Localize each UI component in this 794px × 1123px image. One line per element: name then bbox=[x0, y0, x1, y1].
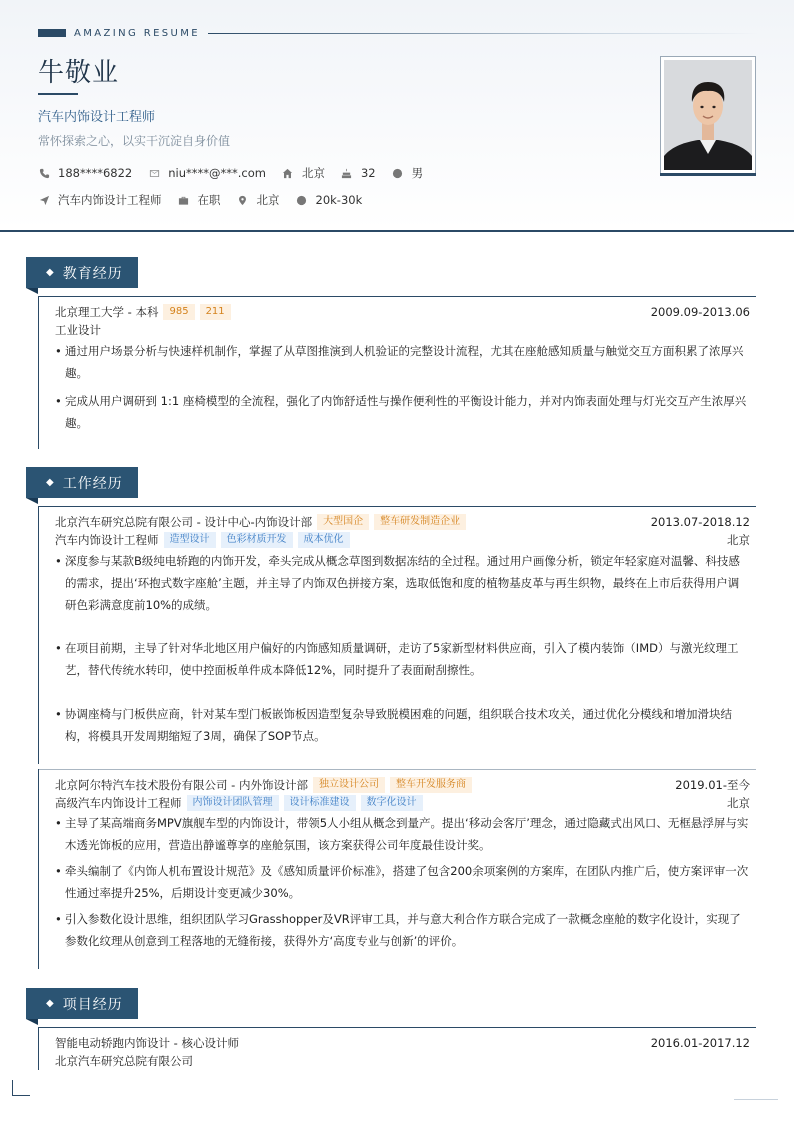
target-job-text: 汽车内饰设计工程师 bbox=[58, 193, 162, 207]
gender-icon bbox=[392, 167, 404, 179]
education-entry-head bbox=[55, 304, 750, 320]
bullet-item: • 牵头编制了《内饰人机布置设计规范》及《感知质量评价标准》，搭建了包含200余项案例的方案库，在团队内推广后，使方案评审一次性通过率提升25%，后期设计变更减少30%。 bbox=[55, 860, 750, 904]
section-vertical-line bbox=[38, 769, 39, 969]
bullet-item: • 通过用户场景分析与快速样机制作，掌握了从草图推演到人机验证的完整设计流程，尤其在座舱感知质量与触觉交互方面积累了浓厚兴趣。 bbox=[55, 340, 750, 384]
section-rule bbox=[38, 1027, 756, 1028]
tagline-bar bbox=[38, 29, 66, 37]
section-title-text: 项目经历 bbox=[62, 996, 123, 1013]
info-email bbox=[148, 166, 266, 180]
section-title-text: 教育经历 bbox=[62, 265, 123, 282]
info-salary bbox=[296, 193, 363, 207]
age-text: 32 bbox=[360, 166, 376, 180]
role-tag: 成本优化 bbox=[298, 532, 350, 548]
photo-accent-bar bbox=[660, 173, 756, 176]
work-bullets bbox=[55, 703, 750, 747]
school-tag: 211 bbox=[200, 304, 231, 320]
role-tag: 造型设计 bbox=[164, 532, 216, 548]
education-major-row bbox=[55, 322, 750, 338]
role-tag: 色彩材质开发 bbox=[221, 532, 293, 548]
work-bullets bbox=[55, 550, 750, 616]
entry-separator bbox=[38, 769, 756, 770]
company-tag: 独立设计公司 bbox=[313, 777, 385, 793]
phone-icon bbox=[38, 167, 50, 179]
work-role-row bbox=[55, 795, 750, 811]
bullet-item: • 引入参数化设计思维，组织团队学习Grasshopper及VR评审工具，并与意大利合作方联合完成了一款概念座舱的数字化设计，实现了参数化纹理从创意到工程落地的无缝衔接，获得外方‘高度专业与创新’的评价。 bbox=[55, 908, 750, 952]
project-entry-head bbox=[55, 1035, 750, 1051]
money-icon bbox=[296, 194, 308, 206]
location-pin-icon bbox=[237, 194, 249, 206]
hometown-text: 北京 bbox=[301, 166, 325, 180]
section-title-project bbox=[26, 988, 138, 1019]
company-name: 北京阿尔特汽车技术股份有限公司 - 内外饰设计部 bbox=[55, 778, 308, 792]
work-entry-head bbox=[55, 514, 750, 530]
info-gender bbox=[392, 165, 424, 181]
role-name: 高级汽车内饰设计工程师 bbox=[55, 796, 182, 810]
info-row-career bbox=[38, 192, 378, 208]
company-tag: 整车研发制造企业 bbox=[374, 514, 466, 530]
education-dates: 2009.09-2013.06 bbox=[650, 305, 750, 319]
work-bullets bbox=[55, 812, 750, 952]
section-rule bbox=[38, 506, 756, 507]
work-dates: 2019.01-至今 bbox=[675, 778, 750, 792]
bullet-item: • 在项目前期，主导了针对华北地区用户偏好的内饰感知质量调研，走访了5家新型材料供应商，引入了模内装饰（IMD）与激光纹理工艺，替代传统水转印，使中控面板单件成本降低12%，同时提升了表面耐刮擦性。 bbox=[55, 637, 750, 681]
work-city: 北京 bbox=[727, 533, 750, 547]
info-target-job bbox=[38, 192, 162, 208]
section-vertical-line bbox=[38, 296, 39, 449]
school-name: 北京理工大学 - 本科 bbox=[55, 305, 159, 319]
company-tag: 大型国企 bbox=[317, 514, 369, 530]
profile-photo bbox=[664, 60, 752, 170]
motto: 常怀探索之心，以实干沉淀自身价值 bbox=[38, 134, 231, 148]
company-name: 北京汽车研究总院有限公司 - 设计中心-内饰设计部 bbox=[55, 515, 313, 529]
tagline-rule bbox=[208, 33, 758, 34]
briefcase-icon bbox=[178, 194, 190, 206]
resume-header bbox=[0, 0, 794, 232]
salary-text: 20k-30k bbox=[315, 193, 363, 207]
bullet-item: • 主导了某高端商务MPV旗舰车型的内饰设计，带领5人小组从概念到量产。提出‘移动会客厅’理念，通过隐藏式出风口、无框悬浮屏与实木透光饰板的应用，营造出静谧尊享的座舱氛围，该方案获得公司年度最佳设计奖。 bbox=[55, 812, 750, 856]
page-corner-mark bbox=[12, 1080, 30, 1096]
project-name: 智能电动轿跑内饰设计 - 核心设计师 bbox=[55, 1036, 239, 1050]
work-city: 北京 bbox=[727, 796, 750, 810]
info-age bbox=[341, 166, 376, 180]
project-org: 北京汽车研究总院有限公司 bbox=[55, 1054, 193, 1068]
info-phone bbox=[38, 166, 132, 180]
status-text: 在职 bbox=[197, 193, 221, 207]
info-row-personal bbox=[38, 165, 439, 181]
diamond-icon: ◆ bbox=[46, 998, 55, 1009]
page-corner-mark bbox=[734, 1099, 778, 1100]
section-title-work bbox=[26, 467, 138, 498]
info-status bbox=[178, 192, 221, 208]
project-org-row bbox=[55, 1053, 750, 1069]
role-tag: 数字化设计 bbox=[361, 795, 423, 811]
bullet-item: • 深度参与某款B级纯电轿跑的内饰开发，牵头完成从概念草图到数据冻结的全过程。通过用户画像分析，锁定年轻家庭对温馨、科技感的需求，提出‘环抱式数字座舱’主题，并主导了内饰双色拼接方案，选取低饱和度的植物基皮革与再生织物，最终在上市后获得用户调研色彩满意度前10%的成绩。 bbox=[55, 550, 750, 616]
email-text: niu****@***.com bbox=[168, 166, 266, 180]
tagline bbox=[38, 27, 200, 39]
target-city-text: 北京 bbox=[256, 193, 280, 207]
home-icon bbox=[282, 167, 294, 179]
mail-icon bbox=[148, 167, 160, 179]
major: 工业设计 bbox=[55, 323, 101, 337]
profile-photo-frame bbox=[660, 56, 756, 174]
section-vertical-line bbox=[38, 506, 39, 764]
send-icon bbox=[38, 194, 50, 206]
work-role-row bbox=[55, 532, 750, 548]
cake-icon bbox=[341, 167, 353, 179]
name-underline bbox=[38, 93, 78, 95]
bullet-item: • 完成从用户调研到 1:1 座椅模型的全流程，强化了内饰舒适性与操作便利性的平衡设计能力，并对内饰表面处理与灯光交互产生浓厚兴趣。 bbox=[55, 390, 750, 434]
tagline-text: AMAZING RESUME bbox=[74, 27, 200, 39]
company-tag: 整车开发服务商 bbox=[390, 777, 472, 793]
project-dates: 2016.01-2017.12 bbox=[650, 1036, 750, 1050]
school-tag: 985 bbox=[163, 304, 194, 320]
diamond-icon: ◆ bbox=[46, 477, 55, 488]
role-tag: 内饰设计团队管理 bbox=[187, 795, 279, 811]
diamond-icon: ◆ bbox=[46, 267, 55, 278]
section-title-text: 工作经历 bbox=[62, 475, 123, 492]
gender-text: 男 bbox=[411, 166, 424, 180]
candidate-name: 牛敬业 bbox=[38, 58, 120, 88]
work-bullets bbox=[55, 637, 750, 681]
education-bullets bbox=[55, 340, 750, 434]
person-portrait-icon bbox=[664, 60, 752, 170]
phone-text: 188****6822 bbox=[58, 166, 133, 180]
role-tag: 设计标准建设 bbox=[284, 795, 356, 811]
section-title-education bbox=[26, 257, 138, 288]
role-name: 汽车内饰设计工程师 bbox=[55, 533, 159, 547]
section-vertical-line bbox=[38, 1027, 39, 1070]
info-hometown bbox=[282, 165, 325, 181]
job-title: 汽车内饰设计工程师 bbox=[38, 110, 156, 125]
work-dates: 2013.07-2018.12 bbox=[650, 515, 750, 529]
bullet-item: • 协调座椅与门板供应商，针对某车型门板嵌饰板因造型复杂导致脱模困难的问题，组织联合技术攻关，通过优化分模线和增加滑块结构，将模具开发周期缩短了3周，确保了SOP节点。 bbox=[55, 703, 750, 747]
section-rule bbox=[38, 296, 756, 297]
work-entry-head bbox=[55, 777, 750, 793]
info-target-city bbox=[237, 192, 280, 208]
